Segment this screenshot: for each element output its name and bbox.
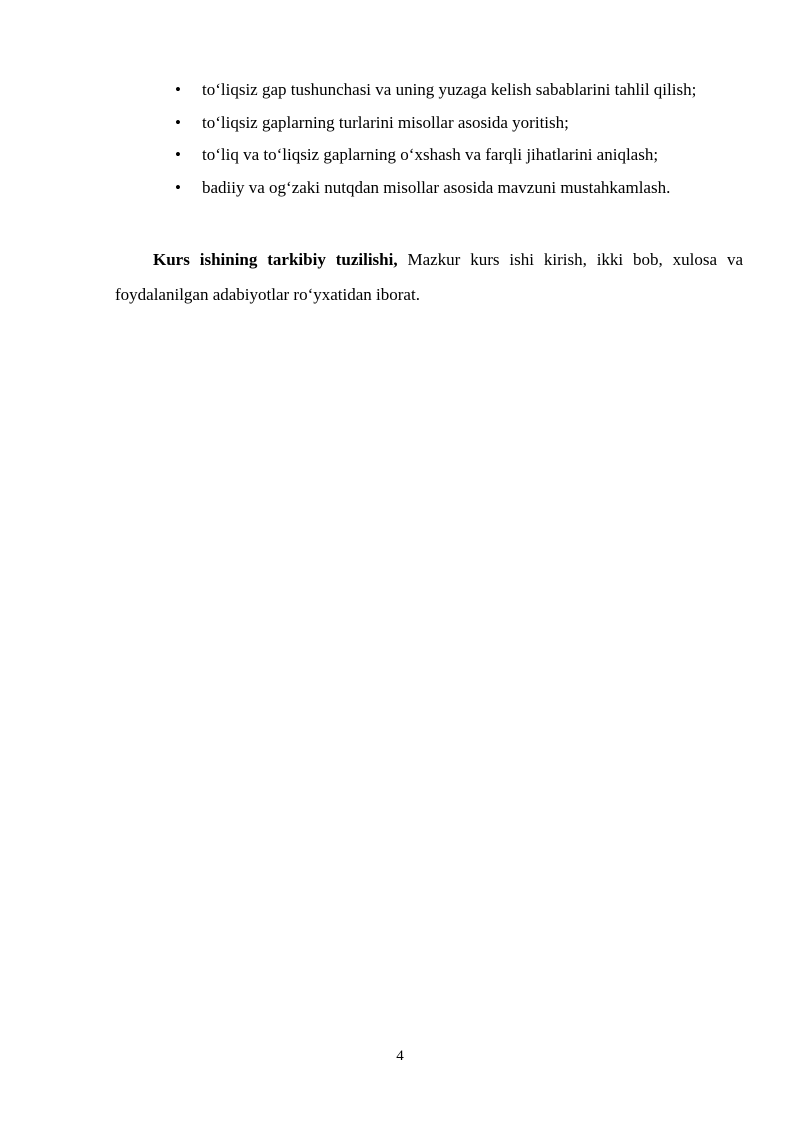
list-item <box>175 139 743 172</box>
list-item <box>175 107 743 140</box>
bullet-icon: • <box>175 112 181 132</box>
paragraph-text: Mazkur kurs ishi kirish, ikki bob, xulosa va foydalanilgan adabiyotlar ro‘yxatidan iborat. <box>115 250 743 304</box>
page-number: 4 <box>396 1048 404 1064</box>
structure-paragraph <box>115 242 743 312</box>
bullet-icon: • <box>175 80 181 99</box>
paragraph-bold-lead: Kurs ishining tarkibiy tuzilishi, <box>153 250 398 269</box>
list-item-text: badiiy va og‘zaki nutqdan misollar asosida mavzuni mustahkamlash. <box>202 177 671 197</box>
bullet-icon: • <box>175 177 181 197</box>
list-item-text: to‘liq va to‘liqsiz gaplarning o‘xshash va farqli jihatlarini aniqlash; <box>202 145 659 164</box>
list-item-text: to‘liqsiz gap tushunchasi va uning yuzaga kelish sabablarini tahlil qilish; <box>202 80 697 99</box>
list-item <box>175 74 743 107</box>
list-item-text: to‘liqsiz gaplarning turlarini misollar asosida yoritish; <box>202 112 569 132</box>
objectives-list <box>175 74 743 204</box>
bullet-icon: • <box>175 145 181 164</box>
list-item <box>175 172 743 205</box>
